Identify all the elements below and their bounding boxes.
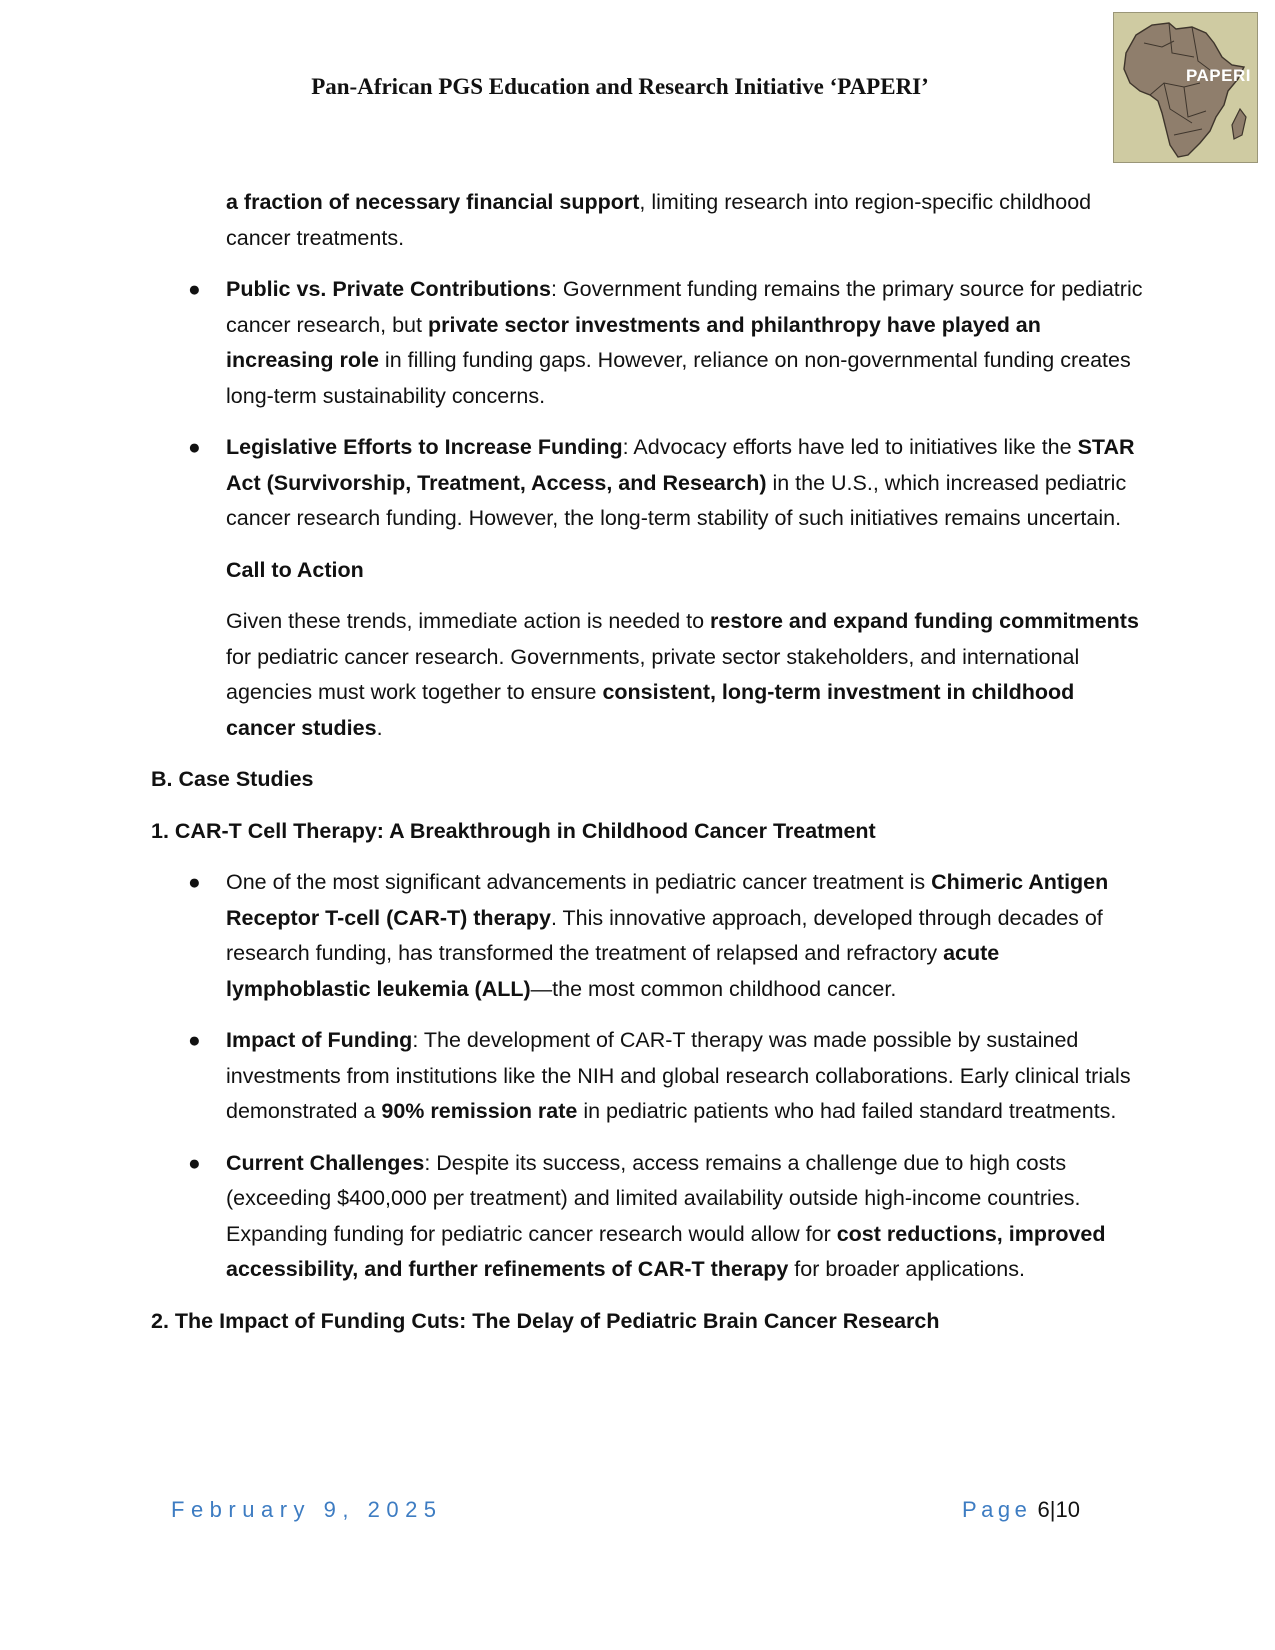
list-item: ● Current Challenges: Despite its success, access remains a challenge due to high costs (exceeding $400,000 per treatment) and limited availability outside high-income countries. Expanding funding for pediatric cancer research would allow for cost reductions, improved accessibility, and further refinements of CAR-T therapy for broader applications. [0,1146,1275,1288]
case-study-heading: 2. The Impact of Funding Cuts: The Delay of Pediatric Brain Cancer Research [151,1308,940,1333]
call-to-action-heading: Call to Action [226,557,364,582]
paperi-logo [1113,12,1258,163]
document-header-title: Pan-African PGS Education and Research Initiative ‘PAPERI’ [311,74,929,99]
continuation-paragraph: a fraction of necessary financial support, limiting research into region-specific childhood cancer treatments. [226,190,1092,250]
list-item: ● Legislative Efforts to Increase Funding: Advocacy efforts have led to initiatives like the STAR Act (Survivorship, Treatment, Access, and Research) in the U.S., which increased pediatric cancer research funding. However, the long-term stability of such initiatives remains uncertain. [0,430,1275,537]
africa-map-icon [1114,13,1258,163]
logo-text: PAPERI [1185,66,1251,85]
page-number: Page 6|10 [962,1497,1080,1522]
list-item: ● One of the most significant advancements in pediatric cancer treatment is Chimeric Antigen Receptor T-cell (CAR-T) therapy. This innovative approach, developed through decades of research funding, has transformed the treatment of relapsed and refractory acute lymphoblastic leukemia (ALL)—the most common childhood cancer. [0,865,1275,1007]
bullet-icon: ● [188,278,201,301]
footer-date: February 9, 2025 [171,1497,443,1522]
page-content [0,185,1275,1355]
bullet-icon: ● [188,1151,201,1175]
list-item: ● Public vs. Private Contributions: Government funding remains the primary source for pediatric cancer research, but private sector investments and philanthropy have played an increasing role in filling funding gaps. However, reliance on non-governmental funding creates long-term sustainability concerns. [0,272,1275,414]
section-heading: B. Case Studies [151,767,314,791]
list-item: ● Impact of Funding: The development of CAR-T therapy was made possible by sustained investments from institutions like the NIH and global research collaborations. Early clinical trials demonstrated a 90% remission rate in pediatric patients who had failed standard treatments. [0,1023,1275,1130]
bullet-icon: ● [188,436,201,459]
call-to-action-paragraph: Given these trends, immediate action is needed to restore and expand funding commitments for pediatric cancer research. Governments, private sector stakeholders, and international agencies must work together to ensure consistent, long-term investment in childhood cancer studies. [226,609,1139,740]
case-study-heading: 1. CAR-T Cell Therapy: A Breakthrough in Childhood Cancer Treatment [151,818,876,843]
bullet-icon: ● [188,1029,201,1052]
bullet-icon: ● [188,871,201,894]
